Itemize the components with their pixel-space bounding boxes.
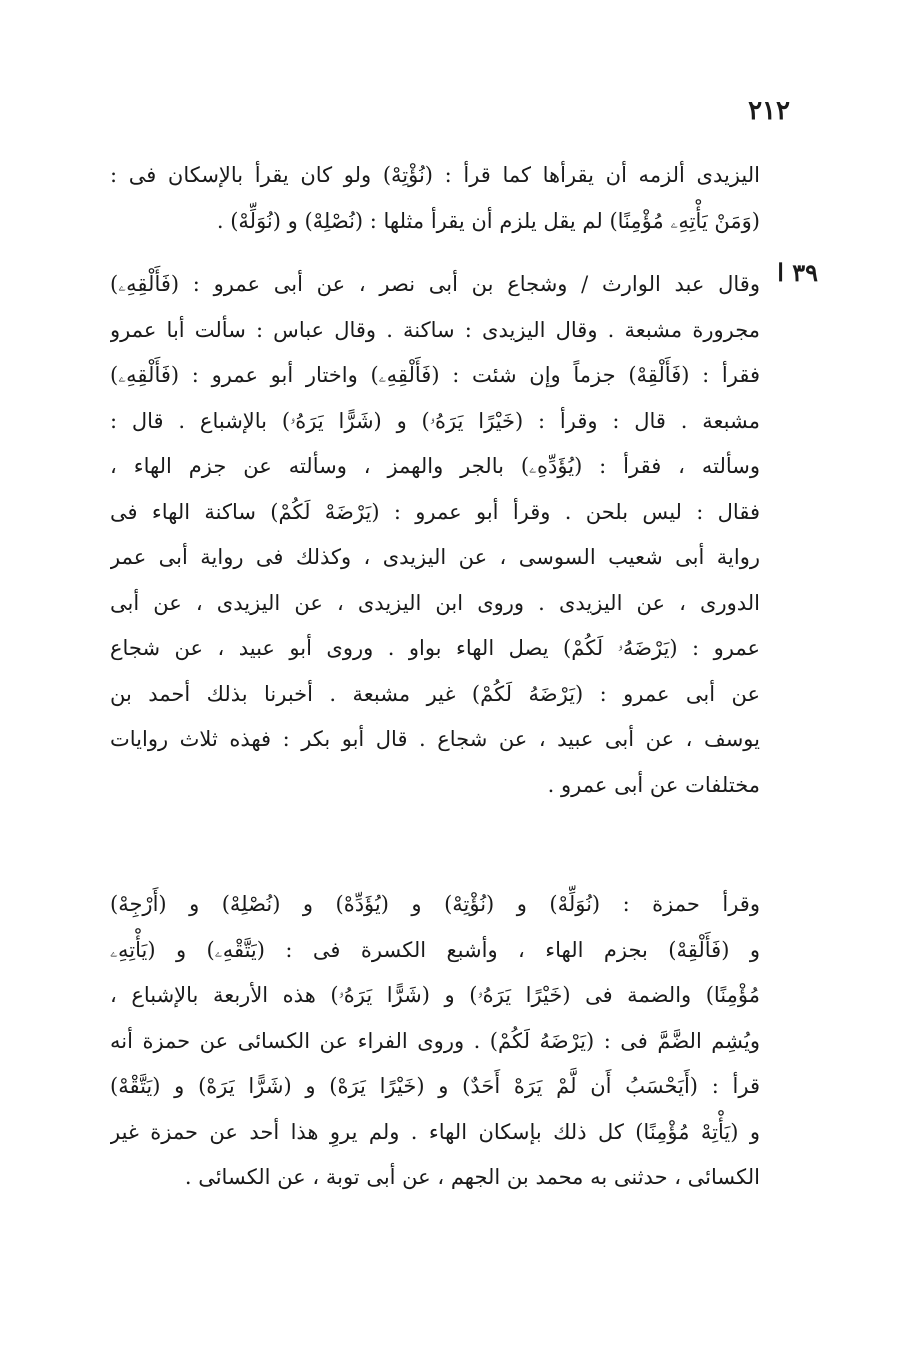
margin-note: ٣٩ ا — [777, 258, 818, 287]
text-line: وقرأ حمزة : (نُوَلِّهْ) و (نُؤْتِهْ) و (يُؤَدِّهْ) و (نُصْلِهْ) و (أَرْجِهْ) — [110, 892, 760, 916]
text-line: و (يَأْتِهْ مُؤْمِنًا) كل ذلك بإسكان الهاء . ولم يروِ هذا أحد عن حمزة غير — [110, 1119, 760, 1144]
paragraph-3 — [110, 882, 760, 1201]
paragraph-2 — [110, 262, 760, 808]
page-number: ٢١٢ — [748, 96, 790, 126]
text-line: (وَمَنْ يَأْتِهِۦ مُؤْمِنًا) لم يقل يلزم أن يقرأ مثلها : (نُصْلِهْ) و (نُوَلِّهْ) . — [216, 208, 760, 233]
text-line: قرأ : (أَيَحْسَبُ أَن لَّمْ يَرَهْ أَحَدٌ) و (خَيْرًا يَرَهْ) و (شَرًّا يَرَهْ) و (يَتَّقْهْ) — [110, 1074, 760, 1098]
text-line: وسألته ، فقرأ : (يُؤَدِّهِۦ) بالجر والهمز ، وسألته عن جزم الهاء ، — [110, 454, 760, 478]
text-line: ويُشِم الضَّمَّ فى : (يَرْضَهُ لَكُمْ) . وروى الفراء عن الكسائى عن حمزة أنه — [110, 1028, 760, 1053]
text-line: الكسائى ، حدثنى به محمد بن الجهم ، عن أبى توبة ، عن الكسائى . — [184, 1165, 760, 1189]
text-line: عن أبى عمرو : (يَرْضَهُ لَكُمْ) غير مشبعة . أخبرنا بذلك أحمد بن — [110, 681, 760, 706]
text-line: مجرورة مشبعة . وقال اليزيدى : ساكنة . وقال عباس : سألت أبا عمرو — [110, 317, 760, 342]
text-line: فقال : ليس بلحن . وقرأ أبو عمرو : (يَرْضَهْ لَكُمْ) ساكنة الهاء فى — [110, 499, 760, 524]
text-line: مشبعة . قال : وقرأ : (خَيْرًا يَرَهُۥ) و (شَرًّا يَرَهُۥ) بالإشباع . قال : — [110, 408, 760, 433]
text-line: اليزيدى ألزمه أن يقرأها كما قرأ : (نُؤْتِهْ) ولو كان يقرأ بالإسكان فى : — [110, 163, 760, 187]
text-line: عمرو : (يَرْضَهُۥ لَكُمْ) يصل الهاء بواو . وروى أبو عبيد ، عن شجاع — [110, 636, 760, 660]
text-line: فقرأ : (فَأَلْقِهْ) جزماً وإن شئت : (فَأَلْقِهِۦ) واختار أبو عمرو : (فَأَلْقِهِۦ) — [110, 363, 760, 387]
text-line: رواية أبى شعيب السوسى ، عن اليزيدى ، وكذلك فى رواية أبى عمر — [110, 545, 760, 569]
text-line: و (فَأَلْقِهْ) بجزم الهاء ، وأشبع الكسرة فى : (يَتَّقْهِۦ) و (يَأْتِهِۦ — [110, 937, 760, 962]
text-line: مختلفات عن أبى عمرو . — [547, 772, 760, 797]
text-line: وقال عبد الوارث / وشجاع بن أبى نصر ، عن أبى عمرو : (فَأَلْقِهِۦ) — [110, 272, 760, 296]
paragraph-1 — [110, 153, 760, 244]
text-line: يوسف ، عن أبى عبيد ، عن شجاع . قال أبو بكر : فهذه ثلاث روايات — [110, 727, 760, 751]
text-line: الدورى ، عن اليزيدى . وروى ابن اليزيدى ، عن اليزيدى ، عن أبى — [110, 590, 760, 615]
text-line: مُؤْمِنًا) والضمة فى (خَيْرًا يَرَهُۥ) و (شَرًّا يَرَهُۥ) هذه الأربعة بالإشباع ، — [110, 983, 760, 1007]
